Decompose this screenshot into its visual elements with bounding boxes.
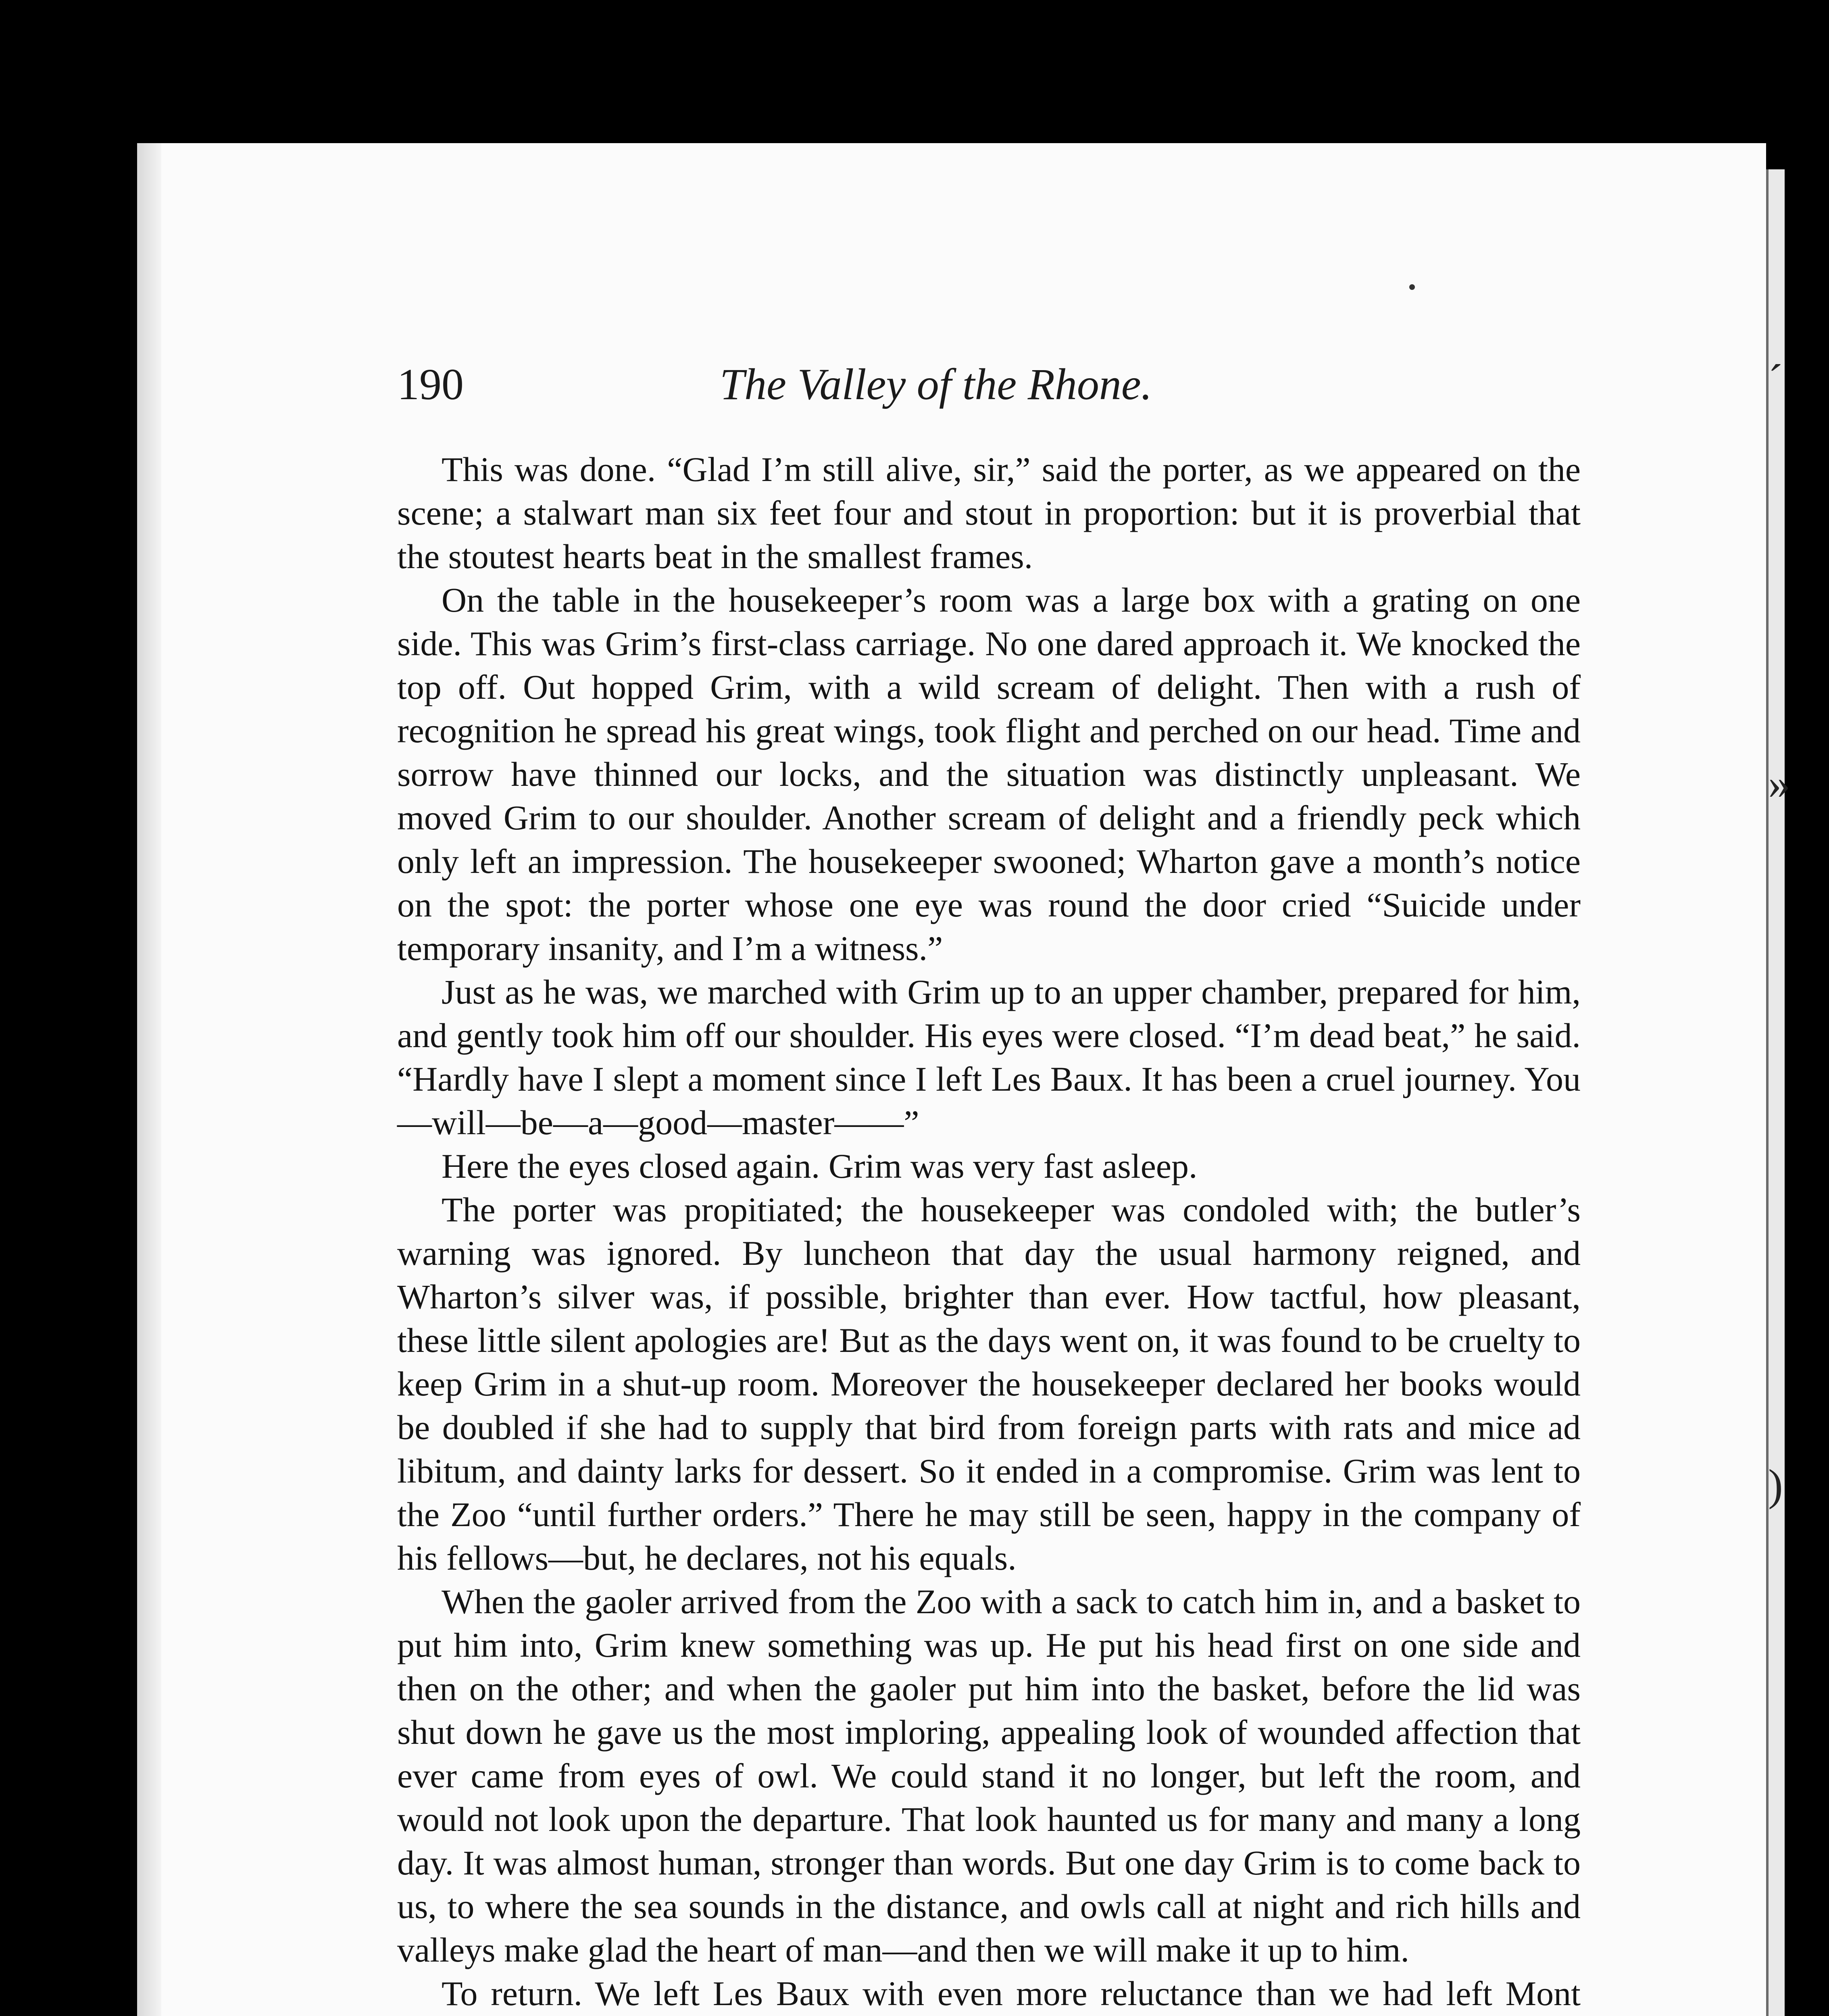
paragraph: To return. We left Les Baux with even more reluctance than we had left Mont — [442, 1974, 1581, 2013]
running-head — [397, 359, 1581, 419]
paragraph: On the table in the housekeeper’s room was a large box with a grating on one side. This was Grim’s first-class carriage. No one dared approach it. We knocked the top off. Out hopped Grim, with a wild scream of delight. Then with a rush of recognition he spread his great wings, took flight and perched on our head. Time and sorrow have thinned our locks, and the situation was distinctly unpleasant. We moved Grim to our shoulder. Another scream of delight and a friendly peck which only left an impression. The housekeeper swooned; Wharton gave a month’s notice on the spot: the porter whose one eye was round the door cried “Suicide under temporary insanity, and I’m a witness.” — [397, 581, 1581, 968]
paragraph: The porter was propitiated; the housekeeper was condoled with; the butler’s warning was ignored. By luncheon that day the usual harmony reigned, and Wharton’s silver was, if possible, brighter than ever. How tactful, how pleasant, these little silent apologies are! But as the days went on, it was found to be cruelty to keep Grim in a shut-up room. Moreover the housekeeper declared her books would be doubled if she had to supply that bird from foreign parts with rats and mice ad libitum, and dainty larks for dessert. So it ended in a compromise. Grim was lent to the Zoo “until further orders.” There he may still be seen, happy in the company of his fellows—but, he declares, not his equals. — [397, 1190, 1581, 1577]
edge-mark: ´ — [1768, 356, 1783, 405]
body-text — [397, 448, 1581, 2016]
edge-mark: ) — [1768, 1460, 1783, 1510]
page-number: 190 — [397, 360, 464, 409]
paragraph: When the gaoler arrived from the Zoo with a sack to catch him in, and a basket to put him into, Grim knew something was up. He put his head first on one side and then on the other; and when the gaoler put him into the basket, before the lid was shut down he gave us the most imploring, appealing look of wounded affection that ever came from eyes of owl. We could stand it no longer, but left the room, and would not look upon the departure. That look haunted us for many and many a long day. It was almost human, stronger than words. But one day Grim is to come back to us, to where the sea sounds in the distance, and owls call at night and rich hills and valleys make glad the heart of man—and then we will make it up to him. — [397, 1582, 1581, 1969]
next-page-edge — [1766, 169, 1785, 2016]
running-title: The Valley of the Rhone. — [720, 360, 1152, 409]
page-gutter-shadow — [137, 143, 161, 2016]
scan-speck — [1409, 284, 1415, 290]
paragraph: Just as he was, we marched with Grim up to an upper chamber, prepared for him, and gently took him off our shoulder. His eyes were closed. “I’m dead beat,” he said. “Hardly have I slept a moment since I left Les Baux. It has been a cruel journey. You—will—be—a—good—master——” — [397, 973, 1581, 1142]
paragraph: Here the eyes closed again. Grim was very fast asleep. — [442, 1147, 1198, 1185]
edge-mark: » — [1768, 759, 1790, 808]
paragraph: This was done. “Glad I’m still alive, sir,” said the porter, as we appeared on the scene; a stalwart man six feet four and stout in proportion: but it is proverbial that the stoutest hearts beat in the smallest frames. — [397, 450, 1581, 576]
